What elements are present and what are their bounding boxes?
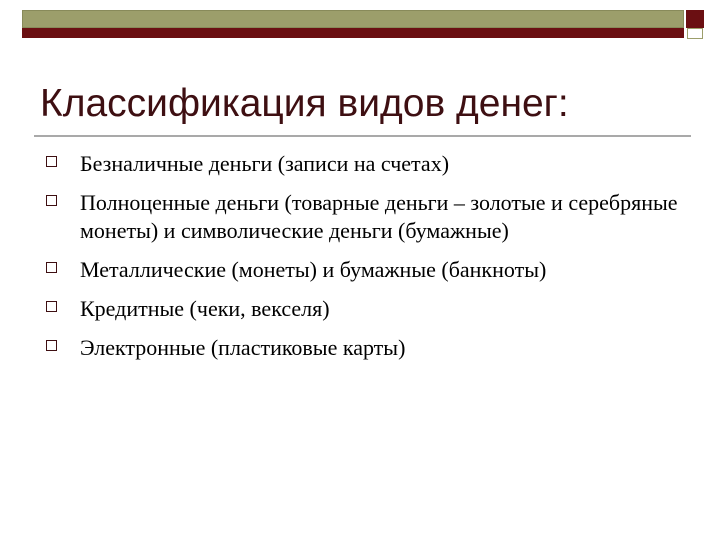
hollow-square-icon [46,156,57,167]
hollow-square-icon [46,301,57,312]
list-item [44,256,684,284]
list-item [44,295,684,323]
bullet-list [44,150,684,373]
hollow-square-icon [46,340,57,351]
header-red-square [686,10,704,28]
list-item-text: Кредитные (чеки, векселя) [80,296,330,321]
list-item [44,334,684,362]
title-divider [34,135,691,137]
slide-title: Классификация видов денег: [40,82,569,125]
list-item-text: Полноценные деньги (товарные деньги – золотые и серебряные монеты) и символические деньги (бумажные) [80,190,678,243]
list-item-text: Безналичные деньги (записи на счетах) [80,151,450,176]
list-item [44,150,684,178]
header-outline-square [687,28,703,39]
hollow-square-icon [46,195,57,206]
header-olive-bar [22,10,684,28]
list-item-text: Электронные (пластиковые карты) [80,335,406,360]
header-red-bar [22,28,684,38]
list-item-text: Металлические (монеты) и бумажные (банкноты) [80,257,547,282]
list-item [44,189,684,245]
decorative-header-band [22,10,708,38]
hollow-square-icon [46,262,57,273]
